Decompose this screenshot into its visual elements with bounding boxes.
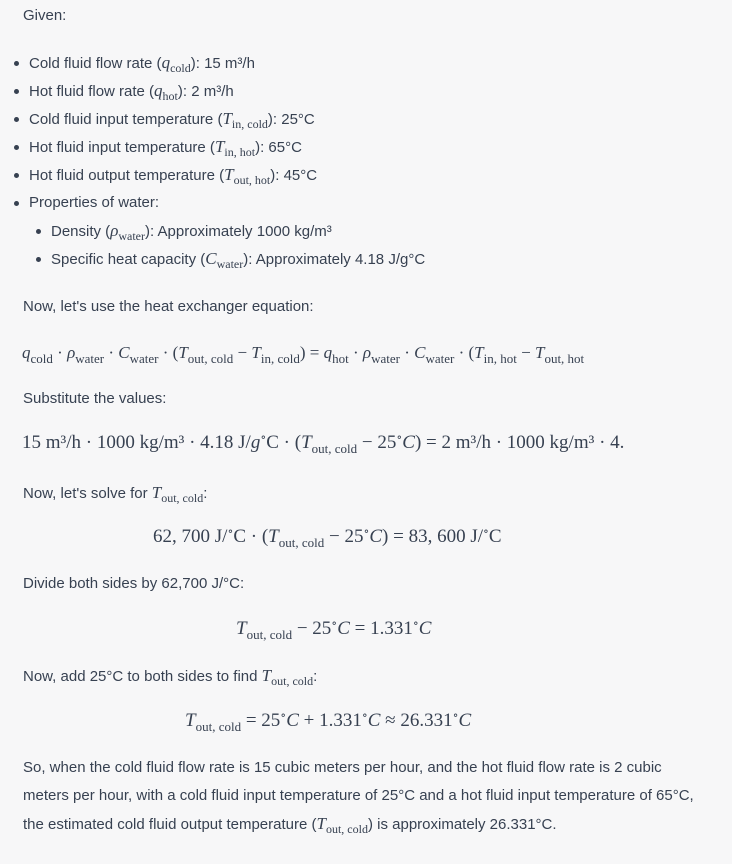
list-item-hot-out-temp: Hot fluid output temperature $(T_{out, hot})$: 45°C: [29, 165, 317, 186]
list-item-hot-in-temp: Hot fluid input temperature $(T_{in, hot})$: 65°C: [29, 137, 302, 158]
list-item-density: Density $(\rho_{water})$: Approximately 1000 kg/m³: [51, 221, 332, 242]
bullet-icon: [14, 89, 19, 94]
bullet-icon: [36, 229, 41, 234]
add-text: Now, add 25°C to both sides to find $T_{out, cold}$:: [23, 666, 318, 688]
bullet-icon: [14, 145, 19, 150]
given-heading: Given:: [23, 7, 67, 24]
bullet-icon: [14, 61, 19, 66]
conclusion-paragraph: So, when the cold fluid flow rate is 15 cubic meters per hour, and the hot fluid flow rate is 2 cubic meters per hour, with a cold fluid input temperature of 25°C and a hot fluid input temperature of 65°C, the estimated cold fluid output temperature $(T_{out, cold})$ is approximately 26.331°C.: [23, 759, 694, 836]
solve-for-text: Now, let's solve for $T_{out, cold}$:: [23, 483, 208, 505]
equation-simplified: 62, 700 $J/^\circ C \cdot (T_{out, cold} - 25^\circ C) = 83$, 600 J/∘C: [153, 524, 502, 550]
equation-heat-balance: $q_{cold} \cdot \rho_{water} \cdot C_{water} \cdot (T_{out, cold} - T_{in, cold}) = q_{hot} \cdot \rho_{water} \cdot C_{water} \cdot (T_{in, hot} - T_{out, hot}$: [22, 343, 585, 366]
equation-result: $T_{out, cold} = 25^\circ C + 1.331^\circ C \approx 26.331^\circ C$: [185, 708, 472, 734]
list-item-cold-in-temp: Cold fluid input temperature $(T_{in, cold})$: 25°C: [29, 109, 315, 130]
heat-eq-intro: Now, let's use the heat exchanger equation:: [23, 298, 314, 315]
list-item-heat-capacity: Specific heat capacity $(C_{water})$: Approximately 4.18 J/g°C: [51, 249, 425, 270]
bullet-icon: [14, 201, 19, 206]
list-item-hot-flow: Hot fluid flow rate $(q_{hot})$: 2 m³/h: [29, 81, 234, 102]
divide-text: Divide both sides by 62,700 J/°C:: [23, 575, 245, 592]
substitute-text: Substitute the values:: [23, 390, 167, 407]
bullet-icon: [14, 117, 19, 122]
bullet-icon: [14, 173, 19, 178]
bullet-icon: [36, 257, 41, 262]
equation-substitution: 15 m³/h · 1000 kg/m³ · 4.18 $J/g^\circ C \cdot (T_{out, cold} - 25^\circ C) = 2$ m³/h · 1000 kg/m³ · 4.: [22, 430, 625, 456]
equation-divided: $T_{out, cold} - 25^\circ C = 1.331^\circ C$: [236, 616, 432, 642]
list-item-water-properties: Properties of water:: [29, 193, 159, 213]
list-item-cold-flow: Cold fluid flow rate $(q_{cold})$: 15 m³/h: [29, 53, 255, 74]
